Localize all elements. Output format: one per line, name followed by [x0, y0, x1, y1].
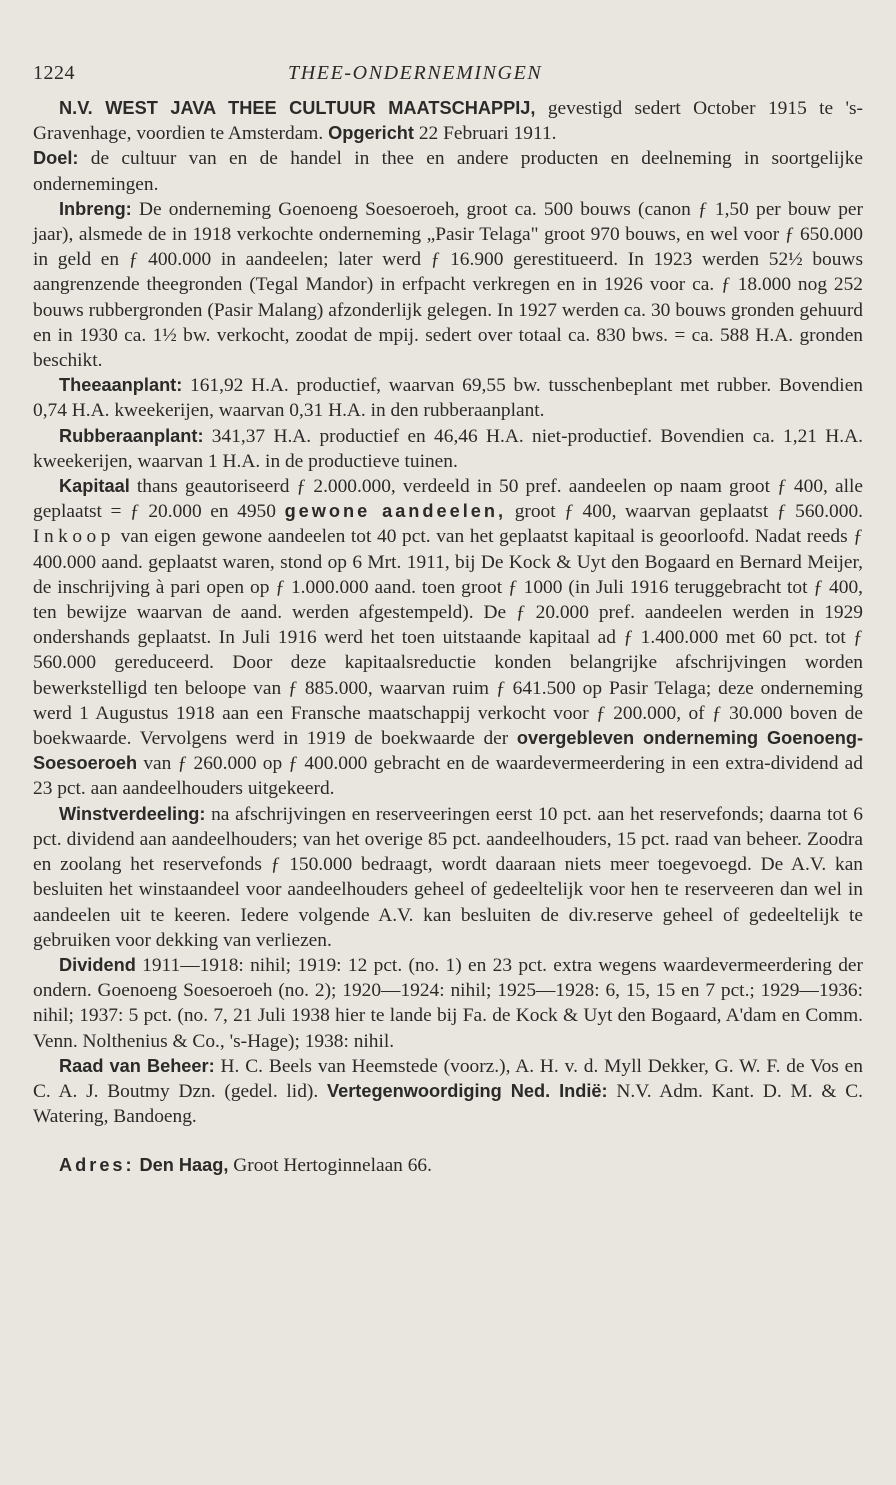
- dividend-paragraph: [33, 953, 863, 1054]
- inbreng-label: Inbreng:: [59, 198, 132, 219]
- rubberaanplant-label: Rubberaanplant:: [59, 425, 204, 446]
- gewone-aandeelen-spaced: gewone aandeelen,: [284, 501, 507, 522]
- opgericht-label: Opgericht: [328, 123, 414, 144]
- kapitaal-text-4: van ƒ 260.000 op ƒ 400.000 gebracht en de waardevermeerdering in een extra-dividend ad 23 pct. aan aandeelhouders uitgekeerd.: [33, 753, 863, 800]
- adres-text: Groot Hertoginnelaan 66.: [228, 1155, 432, 1177]
- kapitaal-label: Kapitaal: [59, 476, 130, 497]
- winstverdeeling-text: na afschrijvingen en reserveeringen eerst 10 pct. aan het reservefonds; daarna tot 6 pct. dividend aan aandeelhouders; van het overige 85 pct. aandeelhouders, 15 pct. raad van beheer. Zoodra en zoolang het reservefonds ƒ 150.000 bedraagt, wordt daaraan niets meer toegevoegd. De A.V. kan besluiten het winstaandeel voor aandeelhouders geheel of gedeeltelijk voor hen te reserveeren dan wel in aandeelen uit te keeren. Iedere volgende A.V. kan besluiten de div.reserve geheel of gedeeltelijk te gebruiken voor dekking van verliezen.: [33, 803, 863, 951]
- dividend-label: Dividend: [59, 954, 136, 975]
- doel-label: Doel:: [33, 148, 79, 169]
- raad-van-beheer-label: Raad van Beheer:: [59, 1055, 215, 1076]
- company-name: N.V. WEST JAVA THEE CULTUUR MAATSCHAPPIJ,: [59, 98, 536, 118]
- adres-paragraph: [33, 1153, 863, 1178]
- vertegenwoordiging-label: Vertegenwoordiging Ned. Indië:: [326, 1080, 608, 1101]
- rubberaanplant-text: 341,37 H.A. productief en 46,46 H.A. niet-productief. Bovendien ca. 1,21 H.A. kweekerijen, waarvan 1 H.A. in de productieve tuinen.: [33, 425, 863, 472]
- company-intro-paragraph: [33, 96, 863, 146]
- inkoop-spaced: Inkoop: [33, 526, 115, 548]
- kapitaal-bold-onderneming: overgebleven onderneming Goenoeng-Soesoeroeh: [33, 728, 863, 774]
- running-title: THEE-ONDERNEMINGEN: [288, 62, 543, 84]
- dividend-text: 1911—1918: nihil; 1919: 12 pct. (no. 1) en 23 pct. extra wegens waardevermeerdering der ondern. Goenoeng Soesoeroeh (no. 2); 1920—1924: nihil; 1925—1928: 6, 15, 15 en 7 pct.; 1929—1936: nihil; 1937: 5 pct. (no. 7, 21 Juli 1938 hier te lande bij Fa. de Kock & Uyt den Bogaard, A'dam en Comm. Venn. Nolthenius & Co., 's-Hage); 1938: nihil.: [33, 954, 863, 1052]
- page-number: 1224: [33, 62, 75, 84]
- raad-van-beheer-text: H. C. Beels van Heemstede (voorz.), A. H. v. d. Myll Dekker, G. W. F. de Vos en C. A. J. Boutmy Dzn. (gedel. lid).: [33, 1055, 863, 1102]
- raad-van-beheer-paragraph: [33, 1054, 863, 1130]
- vertegenwoordiging-text: N.V. Adm. Kant. D. M. & C. Watering, Bandoeng.: [33, 1080, 863, 1128]
- intro-text: gevestigd sedert October 1915 te 's-Gravenhage, voordien te Amsterdam.: [33, 98, 863, 145]
- theeaanplant-label: Theeaanplant:: [59, 375, 183, 396]
- winstverdeeling-label: Winstverdeeling:: [59, 803, 206, 824]
- opgericht-text: 22 Februari 1911.: [413, 123, 557, 145]
- kapitaal-text-2: groot ƒ 400, waarvan geplaatst ƒ 560.000.: [506, 501, 863, 523]
- kapitaal-text-3: van eigen gewone aandeelen tot 40 pct. van het geplaatst kapitaal is geoorloofd. Nadat reeds ƒ 400.000 aand. geplaatst waren, stond op 6 Mrt. 1911, bij De Kock & Uyt den Bogaard en Bernard Meijer, de inschrijving à pari open op ƒ 1.000.000 aand. toen groot ƒ 1000 (in Juli 1916 teruggebracht tot ƒ 400, ten bewijze waarvan de aand. werden afgestempeld). De ƒ 20.000 pref. aandeelen werden in 1929 ondershands geplaatst. In Juli 1916 werd het toen uitstaande kapitaal ad ƒ 1.400.000 met 60 pct. tot ƒ 560.000 gereduceerd. Door deze kapitaalsreductie konden belangrijke afschrijvingen worden bewerkstelligd ten beloope van ƒ 885.000, waarvan ruim ƒ 641.500 op Pasir Telaga; deze onderneming werd 1 Augustus 1918 aan een Fransche maatschappij verkocht voor ƒ 200.000, of ƒ 30.000 boven de boekwaarde. Vervolgens werd in 1919 de boekwaarde der: [33, 526, 863, 750]
- adres-label: Adres:: [59, 1155, 135, 1176]
- doel-text: de cultuur van en de handel in thee en andere producten en deelneming in soortgelijke ondernemingen.: [33, 148, 863, 195]
- rubberaanplant-paragraph: [33, 424, 863, 474]
- company-entry: [33, 96, 863, 1179]
- inbreng-text: De onderneming Goenoeng Soesoeroeh, groot ca. 500 bouws (canon ƒ 1,50 per bouw per jaar), alsmede de in 1918 verkochte onderneming „Pasir Telaga" groot 970 bouws, en wel voor ƒ 650.000 in geld en ƒ 400.000 in aandeelen; later werd ƒ 16.900 gerestitueerd. In 1923 werden 52½ bouws aangrenzende theegronden (Tegal Mandor) in erfpacht verkregen en in 1926 voor ca. ƒ 18.000 nog 252 bouws rubbergronden (Pasir Malang) afzonderlijk gelegen. In 1927 werden ca. 30 bouws gronden gehuurd en in 1930 ca. 1½ bw. verkocht, zoodat de mpij. sedert over totaal ca. 830 bws. = ca. 588 H.A. gronden beschikt.: [33, 198, 863, 372]
- doel-paragraph: [33, 146, 863, 196]
- winstverdeeling-paragraph: [33, 802, 863, 953]
- kapitaal-paragraph: [33, 474, 863, 802]
- theeaanplant-paragraph: [33, 373, 863, 423]
- theeaanplant-text: 161,92 H.A. productief, waarvan 69,55 bw. tusschenbeplant met rubber. Bovendien 0,74 H.A. kweekerijen, waarvan 0,31 H.A. in den rubberaanplant.: [33, 375, 863, 422]
- kapitaal-text-1: thans geautoriseerd ƒ 2.000.000, verdeeld in 50 pref. aandeelen op naam groot ƒ 400, alle geplaatst = ƒ 20.000 en 4950: [33, 476, 863, 523]
- inbreng-paragraph: [33, 197, 863, 373]
- adres-city: Den Haag,: [139, 1155, 229, 1176]
- page-header: [33, 62, 863, 92]
